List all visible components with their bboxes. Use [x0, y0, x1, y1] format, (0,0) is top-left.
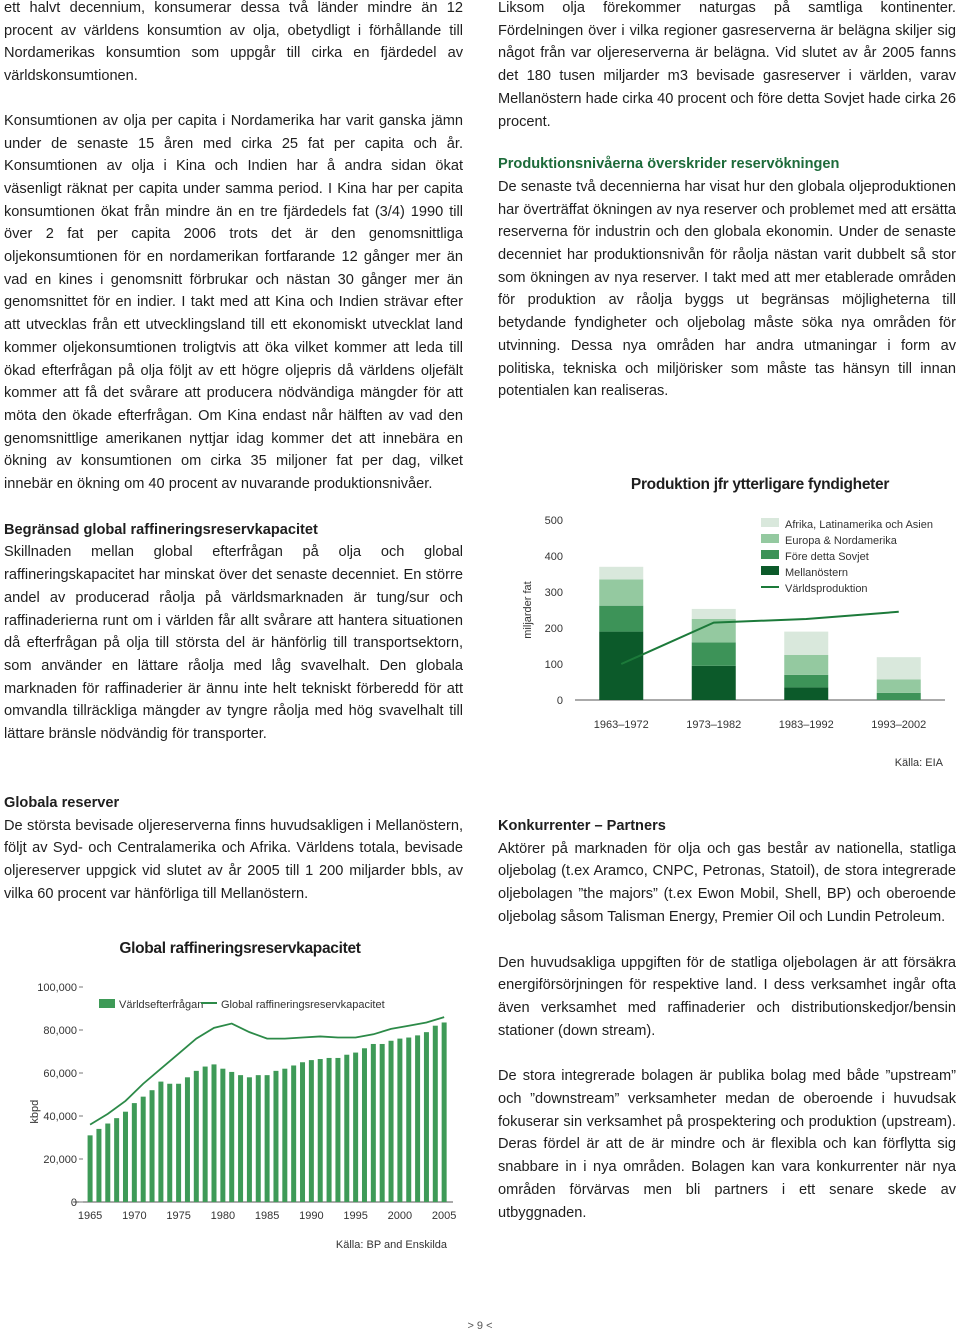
bar-segment: [784, 655, 828, 675]
bar: [442, 1022, 447, 1202]
paragraph: De största bevisade oljereserverna finns huvudsakligen i Mellanöstern, följt av Syd- och Centralamerika och Afrika. Världens totala, bevisade oljereserver uppgick vid slutet av år 2005 till 1 200 miljarder bbls, av vilka 60 procent var hänförliga till Mellanöstern.: [4, 817, 463, 902]
bar: [114, 1118, 119, 1202]
bar-segment: [877, 657, 921, 679]
bar: [273, 1071, 278, 1202]
bar: [123, 1112, 128, 1202]
bar: [300, 1062, 305, 1202]
section-heading: Globala reserver: [4, 795, 120, 811]
x-tick-label: 1973–1982: [686, 719, 742, 731]
bar: [433, 1026, 438, 1202]
bar: [397, 1039, 402, 1202]
legend-label: Global raffineringsreservkapacitet: [221, 999, 385, 1011]
bar: [229, 1072, 234, 1202]
legend-swatch: [761, 518, 779, 527]
paragraph: ett halvt decennium, konsumerar dessa två länder mindre än 12 procent av världens konsumtion av olja, obetydligt i förhållande till Nordamerikas konsumtion som uppgår till cirka en fjärdedel av världskonsumtionen.: [4, 0, 463, 85]
bar: [203, 1067, 208, 1202]
y-tick-label: 80,000: [43, 1025, 77, 1037]
y-tick-label: 0: [70, 1197, 77, 1209]
bar-segment: [784, 632, 828, 655]
bar: [212, 1064, 217, 1202]
bar: [167, 1084, 172, 1202]
legend-label: Mellanöstern: [785, 567, 848, 579]
y-tick-label: 100,000: [37, 982, 77, 994]
series-line-varldsproduktion: [621, 612, 899, 664]
bar-segment: [692, 666, 736, 700]
x-tick-label: 1990: [299, 1210, 324, 1222]
bar-segment: [599, 606, 643, 632]
bar-segment: [877, 693, 921, 700]
bar-segment: [784, 687, 828, 700]
x-tick-label: 1995: [343, 1210, 368, 1222]
bar: [327, 1058, 332, 1202]
bar: [185, 1077, 190, 1202]
bar-segment: [599, 579, 643, 605]
paragraph: De senaste två decennierna har visat hur den globala oljeproduktionen har överträffat ökningen av nya reserver och problemet med att ersätta reserverna för industrin och den globala ekonomin. Under de senaste decenniet har produktionsnivån för råolja nästan varit dubbelt så stor som ökningen av nya reserver. I takt med att mer etablerade områden för produktion av råolja byggs ut begränsas möjligheterna till betydande fyndigheter och oljebolag måste söka nya områden för utvinning. Dessa nya områden har andra utmaningar i form av politiska, tekniska och miljörisker som måste tas hänsyn till innan potentialen kan realiseras.: [498, 178, 956, 400]
bar: [406, 1038, 411, 1202]
chart-raffinering: [8, 960, 478, 1260]
chart-source: Källa: BP and Enskilda: [335, 1239, 447, 1251]
section-heading: Produktionsnivåerna överskrider reservökningen: [498, 156, 840, 173]
chart-produktion: [505, 490, 955, 780]
chart-title-produktion: Produktion jfr ytterligare fyndigheter: [630, 476, 890, 493]
paragraph: Skillnaden mellan global efterfrågan på olja och global raffineringskapacitet har minskat över det senaste decenniet. En större andel av producerad råolja på världsmarknaden är tung/sur och raffinaderierna runt om i världen får allt svårare att hantera situationen då efterfrågan på olja till största del är hänförlig till transportsektorn, som använder en lättare råolja med låg svavelhalt. Den globala marknaden för raffinaderier är ännu inte helt tekniskt förberedd för att omvandla tillräckliga mängder av tyngre råolja med hög svavelhalt till lättare bränsle nödvändig för transporter.: [4, 544, 463, 743]
legend-swatch: [99, 999, 115, 1008]
legend-swatch: [761, 550, 779, 559]
x-tick-label: 1983–1992: [778, 719, 834, 731]
bar: [158, 1082, 163, 1202]
x-tick-label: 1985: [254, 1210, 280, 1222]
bar: [132, 1103, 137, 1202]
y-tick-label: 20,000: [43, 1154, 77, 1166]
y-tick-label: 300: [544, 587, 563, 599]
bar: [150, 1090, 155, 1202]
x-tick-label: 1970: [122, 1210, 147, 1222]
x-tick-label: 1980: [210, 1210, 236, 1222]
paragraph: Aktörer på marknaden för olja och gas består av nationella, statliga oljebolag (t.ex Aramco, CNPC, Petronas, Statoil), de stora integrerade oljebolagen ”the majors” (t.ex Ewon Mobil, Shell, BP) och oberoende oljebolag såsom Talisman Energy, Premier Oil och Lundin Petroleum.: [498, 840, 956, 925]
bar: [371, 1044, 376, 1202]
bar: [309, 1060, 314, 1202]
bar: [256, 1075, 261, 1202]
legend-swatch: [761, 566, 779, 575]
bar: [344, 1055, 349, 1202]
bar-segment: [599, 632, 643, 700]
right-column: [498, 0, 956, 403]
bar: [88, 1135, 93, 1202]
paragraph: De stora integrerade bolagen är publika bolag med både ”upstream” och ”downstream” verksamheter medan de oberoende i huvudsak fokuserar sin verksamhet på prospektering och produktion (upstream). Deras fördel är att de är mindre och är flexibla och kan förflytta sig snabbare in i nya områden. Bolagen kan vara konkurrenter när nya områden förvärvas men bli partners i ett senare skede av utbyggnaden.: [498, 1068, 956, 1221]
y-tick-label: 500: [544, 515, 563, 527]
bar-segment: [692, 642, 736, 665]
y-tick-label: 200: [544, 623, 563, 635]
bar: [380, 1044, 385, 1202]
bar-segment: [599, 567, 643, 580]
y-tick-label: 60,000: [43, 1068, 77, 1080]
legend-swatch: [761, 534, 779, 543]
legend-label: Före detta Sovjet: [785, 551, 869, 563]
bar: [291, 1065, 296, 1202]
bar: [353, 1053, 358, 1202]
bar: [247, 1077, 252, 1202]
y-tick-label: 100: [544, 659, 563, 671]
bar-segment: [877, 679, 921, 692]
bar: [415, 1035, 420, 1202]
x-tick-label: 1963–1972: [593, 719, 649, 731]
bar: [194, 1071, 199, 1202]
legend-label: Afrika, Latinamerika och Asien: [785, 519, 933, 531]
section-heading: Konkurrenter – Partners: [498, 818, 666, 834]
chart-title-raffinering: Global raffineringsreservkapacitet: [119, 940, 361, 957]
bar: [96, 1129, 101, 1202]
bar: [282, 1069, 287, 1202]
x-tick-label: 1965: [77, 1210, 103, 1222]
bar: [335, 1058, 340, 1202]
y-tick-label: 0: [556, 695, 563, 707]
left-column: [4, 0, 463, 746]
legend-label: Världsproduktion: [785, 583, 868, 595]
left-column-lower: [4, 792, 463, 906]
bar: [318, 1059, 323, 1202]
paragraph: Konsumtionen av olja per capita i Nordamerika har varit ganska jämn under de senaste 15 åren med cirka 25 fat per capita och år. Konsumtionen av olja i Kina och Indien har å andra sidan ökat väsenligt räknat per capita under samma period. I Kina har per capita konsumtionen ökat från mindre än en tre fjärdedels fat (3/4) 1990 till över 2 fat per capita 2006 trots det är den genomsnittliga oljekonsumtionen för en nordamerikan fortfarande 12 gånger mer än vad en kines i genomsnitt förbrukar och nästan 30 gånger mer än genomsnittet för en indier. I takt med att Kina och Indien strävar efter att utvecklas från ett utvecklingsland till ett ekonomiskt utvecklat land kommer oljekonsumtionen troligtvis att öka vilket kommer att leda till ökad efterfrågan på olja följt av ett högre oljepris då världens oljefält kommer att få det svårare att producera nödvändiga mängder för att möta den ökade efterfrågan. Om Kina endast når hälften av vad den genomsnittlige amerikanen nyttjar idag kommer det att innebära en ökning av konsumtionen om cirka 35 miljoner fat per dag, vilket innebär en ökning om 40 procent av nuvarande produktionsnivåer.: [4, 112, 463, 493]
y-tick-label: 40,000: [43, 1111, 77, 1123]
paragraph: Den huvudsakliga uppgiften för de statliga oljebolagen är att försäkra energiförsörjningen för respektive land. I dess verksamhet ingår ofta även verksamhet med raffinaderier och distributionskedjor/bensin stationer (down stream).: [498, 954, 956, 1039]
legend-label: Europa & Nordamerika: [785, 535, 897, 547]
y-axis-label: kbpd: [29, 1099, 41, 1124]
bar: [265, 1075, 270, 1202]
bar: [220, 1069, 225, 1202]
bar: [141, 1097, 146, 1202]
bar: [362, 1048, 367, 1202]
y-axis-label: miljarder fat: [522, 581, 534, 639]
legend-label: Världsefterfrågan: [119, 999, 204, 1011]
bar-segment: [784, 675, 828, 688]
page-number: > 9 <: [467, 1320, 493, 1332]
bar: [389, 1041, 394, 1202]
right-column-lower: [498, 815, 956, 1224]
bar: [105, 1124, 110, 1202]
bar: [176, 1084, 181, 1202]
paragraph: Liksom olja förekommer naturgas på samtliga kontinenter. Fördelningen över i vilka regioner gasreserverna är belägna skiljer sig något från var oljereserverna är belägna. Vid slutet av år 2005 fanns det 180 tusen miljarder m3 bevisade gasreserver i världen, varav Mellanöstern hade cirka 40 procent och före detta Sovjet hade cirka 26 procent.: [498, 0, 956, 130]
bar-segment: [692, 609, 736, 619]
chart-source: Källa: EIA: [894, 757, 943, 769]
x-tick-label: 2000: [387, 1210, 413, 1222]
x-tick-label: 2005: [431, 1210, 457, 1222]
x-tick-label: 1993–2002: [871, 719, 927, 731]
y-tick-label: 400: [544, 551, 563, 563]
bar: [424, 1032, 429, 1202]
bar: [238, 1075, 243, 1202]
section-heading: Begränsad global raffineringsreservkapacitet: [4, 521, 318, 538]
x-tick-label: 1975: [166, 1210, 191, 1222]
